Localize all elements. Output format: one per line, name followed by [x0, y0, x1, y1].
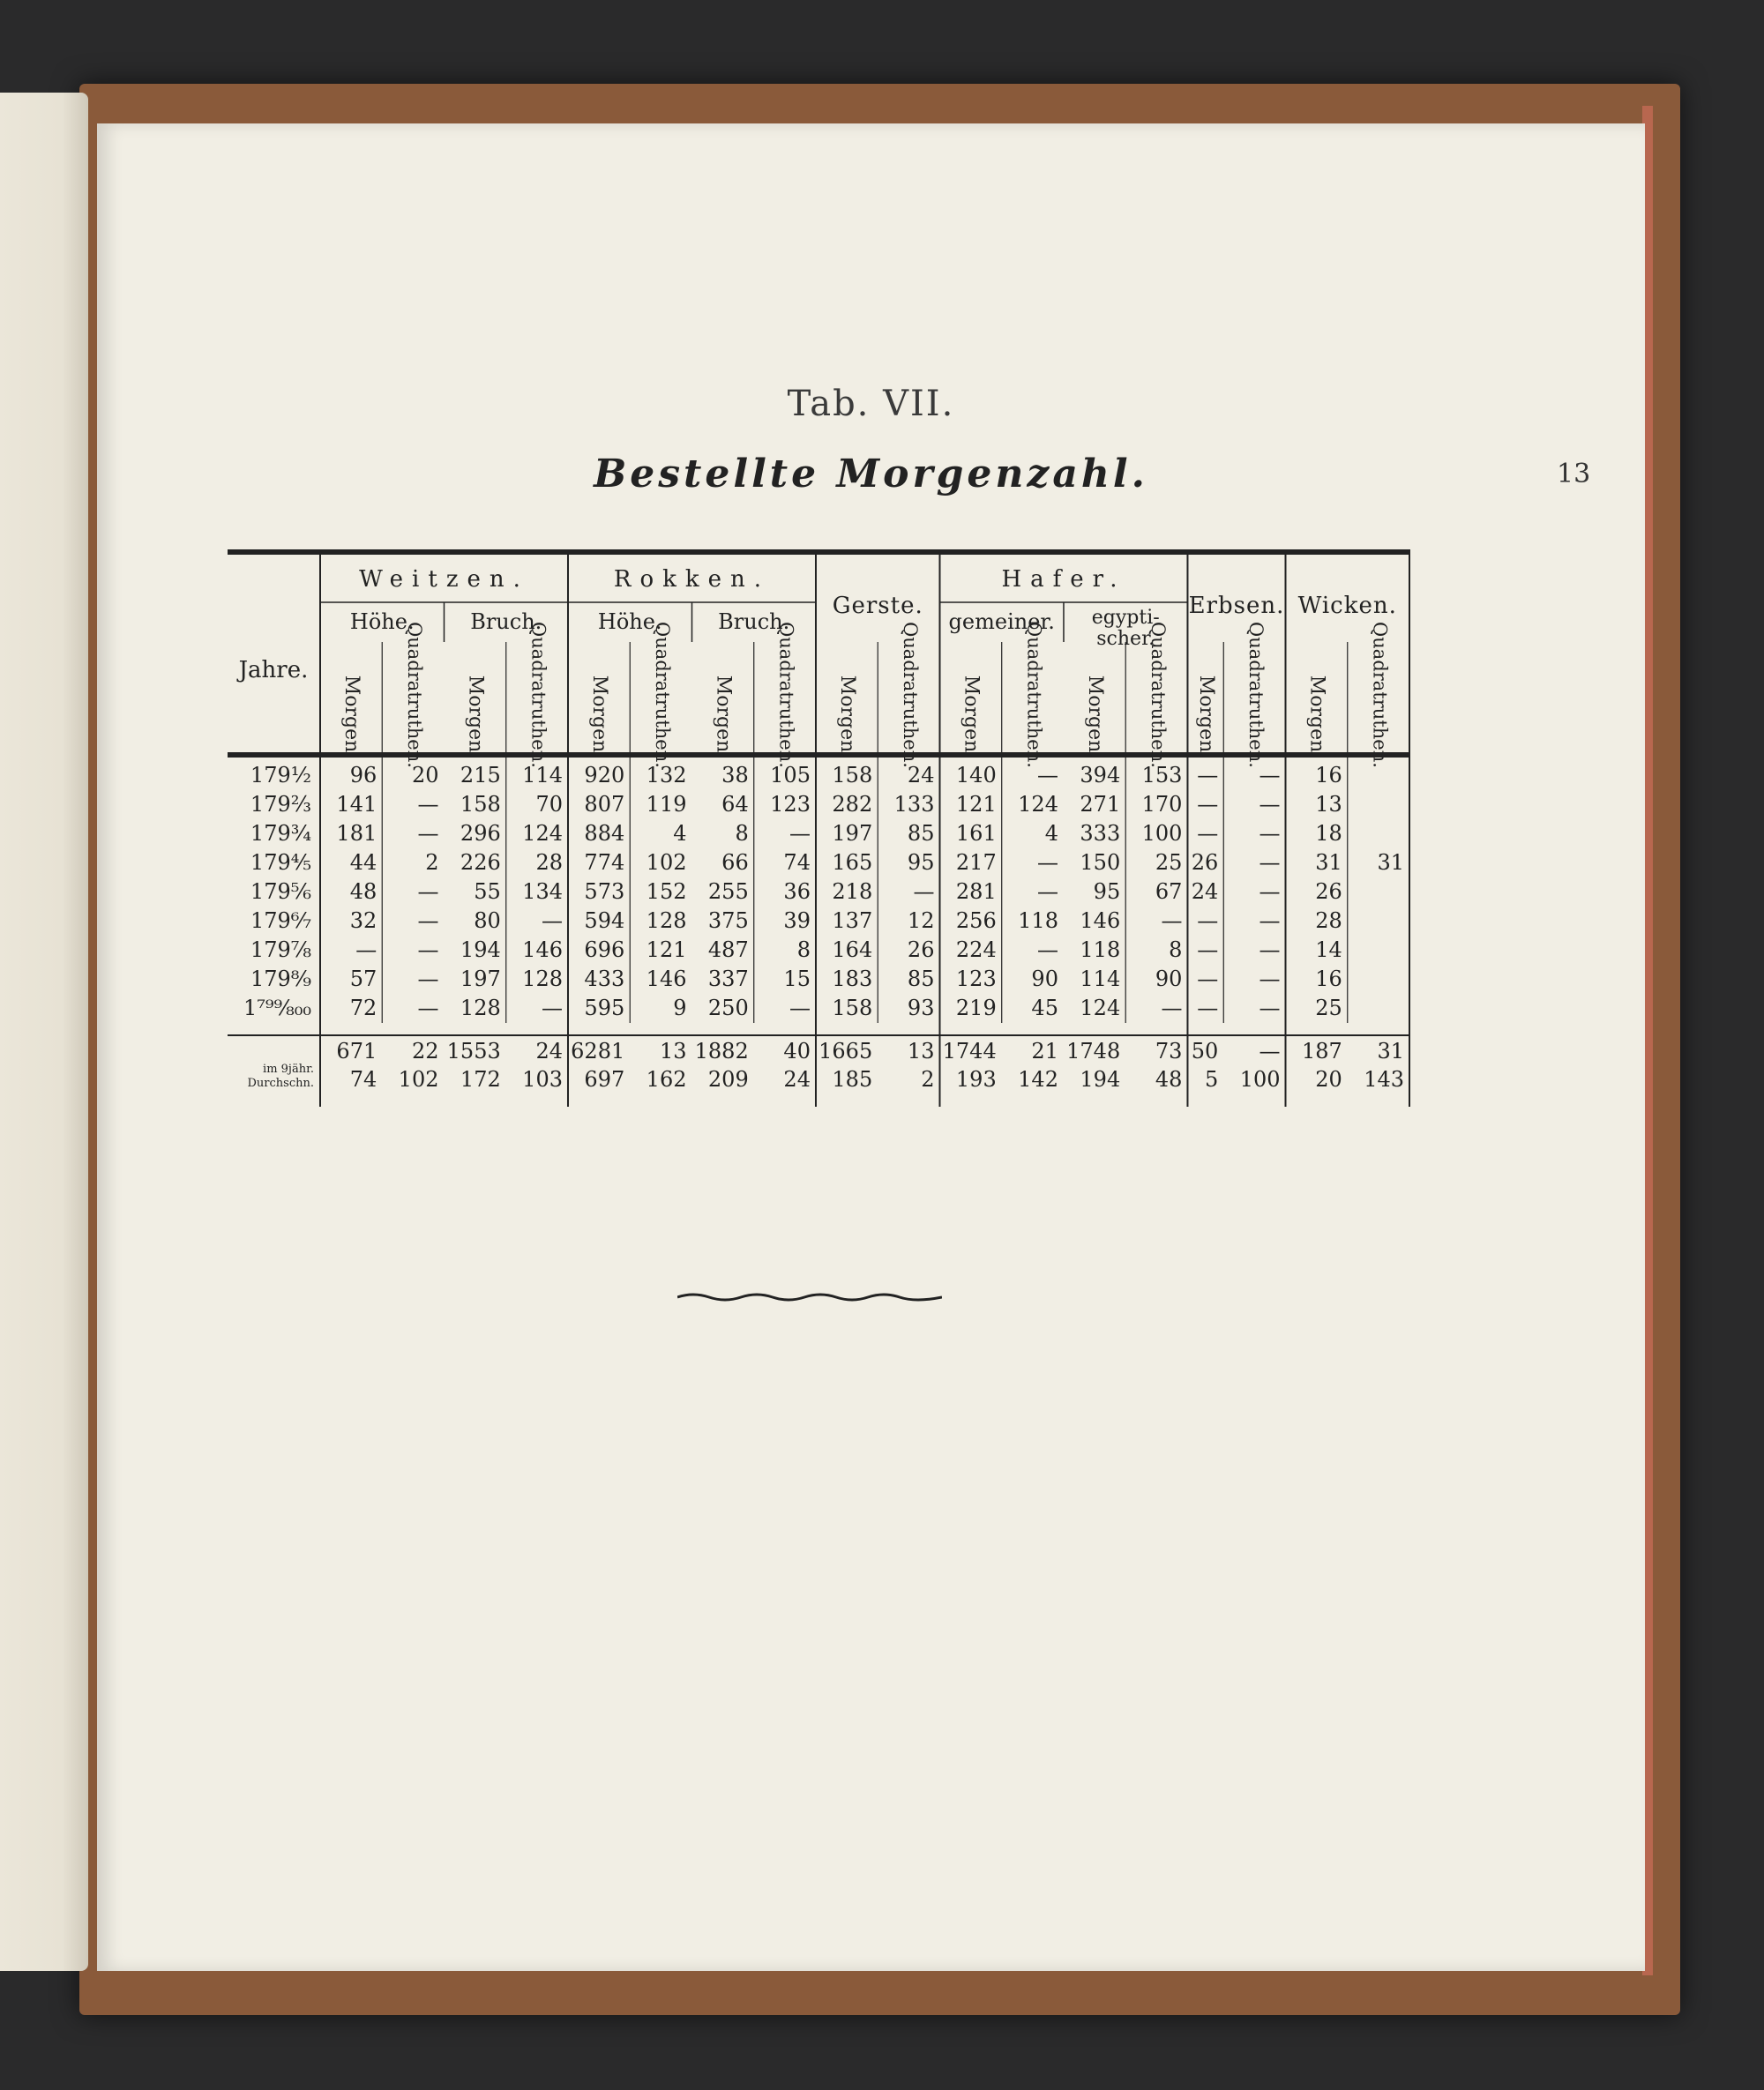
- cell-7-7: 15: [783, 967, 811, 991]
- cell-6-12: 118: [1080, 937, 1121, 962]
- cell-0-14: —: [1197, 763, 1219, 787]
- cell-7-11: 90: [1031, 967, 1058, 991]
- cell-2-16: 18: [1315, 821, 1342, 846]
- cell-3-1: 2: [425, 850, 439, 875]
- average-cell-9: 2: [921, 1067, 935, 1092]
- table-subtitle: Bestellte Morgenzahl.: [594, 452, 1148, 496]
- cell-4-0: 48: [349, 879, 377, 904]
- cell-4-12: 95: [1093, 879, 1121, 904]
- total-cell-0: 671: [336, 1039, 377, 1064]
- cell-0-10: 140: [955, 763, 997, 787]
- unit-label-14: Morgen.: [1194, 675, 1217, 759]
- cell-4-11: —: [1036, 879, 1058, 904]
- cell-3-8: 165: [832, 850, 873, 875]
- cell-5-13: —: [1161, 908, 1183, 933]
- cell-3-2: 226: [460, 850, 501, 875]
- cell-0-6: 38: [721, 763, 749, 787]
- subgroup-header-1-1: Bruch.: [718, 609, 790, 634]
- cell-0-7: 105: [770, 763, 811, 787]
- cell-1-11: 124: [1018, 792, 1058, 817]
- group-header-5: Wicken.: [1297, 593, 1397, 619]
- cell-4-13: 67: [1155, 879, 1183, 904]
- cell-0-5: 132: [646, 763, 687, 787]
- cell-4-15: —: [1259, 879, 1281, 904]
- cell-4-5: 152: [646, 879, 687, 904]
- total-cell-8: 1665: [818, 1039, 873, 1064]
- year-label-7: 179⁸⁄₉: [250, 967, 311, 991]
- cell-1-4: 807: [584, 792, 625, 817]
- cell-6-5: 121: [646, 937, 687, 962]
- cell-7-8: 183: [832, 967, 873, 991]
- cell-3-9: 95: [907, 850, 935, 875]
- average-cell-4: 697: [584, 1067, 625, 1092]
- average-cell-16: 20: [1315, 1067, 1342, 1092]
- cell-4-7: 36: [783, 879, 811, 904]
- cell-4-4: 573: [584, 879, 625, 904]
- cell-8-3: —: [541, 996, 563, 1020]
- cell-5-0: 32: [349, 908, 377, 933]
- cell-5-4: 594: [584, 908, 625, 933]
- cell-7-9: 85: [907, 967, 935, 991]
- unit-label-0: Morgen.: [340, 675, 363, 759]
- cell-0-0: 96: [349, 763, 377, 787]
- average-cell-1: 102: [398, 1067, 439, 1092]
- average-cell-13: 48: [1155, 1067, 1183, 1092]
- cell-7-12: 114: [1080, 967, 1121, 991]
- average-cell-15: 100: [1239, 1067, 1281, 1092]
- cell-3-6: 66: [721, 850, 749, 875]
- cell-6-16: 14: [1315, 937, 1342, 962]
- cell-3-0: 44: [349, 850, 377, 875]
- cell-5-5: 128: [646, 908, 687, 933]
- unit-label-6: Morgen.: [712, 675, 735, 759]
- cell-1-14: —: [1197, 792, 1219, 817]
- cell-0-13: 153: [1141, 763, 1183, 787]
- cell-3-4: 774: [584, 850, 625, 875]
- cell-4-10: 281: [955, 879, 997, 904]
- year-label-4: 179⅚: [250, 879, 311, 904]
- cell-6-4: 696: [584, 937, 625, 962]
- cell-8-4: 595: [584, 996, 625, 1020]
- total-cell-11: 21: [1031, 1039, 1058, 1064]
- cell-0-9: 24: [907, 763, 935, 787]
- subgroup-header-0-1: Bruch.: [470, 609, 542, 634]
- subgroup-header-3-0: gemeiner.: [948, 609, 1055, 634]
- cell-2-10: 161: [955, 821, 997, 846]
- subgroup-header-3-1: egypti-: [1091, 607, 1160, 629]
- cell-6-13: 8: [1169, 937, 1183, 962]
- cell-4-3: 134: [522, 879, 563, 904]
- cell-7-3: 128: [522, 967, 563, 991]
- total-cell-3: 24: [535, 1039, 563, 1064]
- total-cell-17: 31: [1377, 1039, 1404, 1064]
- total-cell-16: 187: [1301, 1039, 1342, 1064]
- cell-7-0: 57: [349, 967, 377, 991]
- average-cell-7: 24: [783, 1067, 811, 1092]
- cell-7-4: 433: [584, 967, 625, 991]
- cell-0-8: 158: [832, 763, 873, 787]
- cell-1-16: 13: [1315, 792, 1342, 817]
- cell-8-5: 9: [673, 996, 687, 1020]
- cell-5-16: 28: [1315, 908, 1342, 933]
- year-label-0: 179½: [250, 763, 311, 787]
- cell-2-6: 8: [735, 821, 749, 846]
- row-header: Jahre.: [238, 657, 309, 683]
- cell-5-15: —: [1259, 908, 1281, 933]
- cell-8-2: 128: [460, 996, 501, 1020]
- unit-label-5: Quadratruthen.: [651, 622, 673, 768]
- unit-label-17: Quadratruthen.: [1369, 622, 1391, 768]
- cell-2-15: —: [1259, 821, 1281, 846]
- cell-5-1: —: [417, 908, 439, 933]
- average-cell-17: 143: [1364, 1067, 1404, 1092]
- cell-5-2: 80: [474, 908, 501, 933]
- average-label-2: Durchschn.: [247, 1077, 314, 1090]
- cell-2-5: 4: [673, 821, 687, 846]
- cell-5-8: 137: [832, 908, 873, 933]
- unit-label-7: Quadratruthen.: [775, 622, 797, 768]
- cell-4-2: 55: [474, 879, 501, 904]
- average-cell-3: 103: [522, 1067, 563, 1092]
- total-cell-2: 1553: [446, 1039, 501, 1064]
- cell-1-9: 133: [893, 792, 935, 817]
- cell-5-6: 375: [707, 908, 749, 933]
- cell-8-14: —: [1197, 996, 1219, 1020]
- cell-4-8: 218: [832, 879, 873, 904]
- book-page: [97, 123, 1645, 1971]
- cell-4-6: 255: [707, 879, 749, 904]
- cell-6-11: —: [1036, 937, 1058, 962]
- cell-1-1: —: [417, 792, 439, 817]
- cell-1-0: 141: [336, 792, 377, 817]
- data-table: [228, 549, 1506, 1329]
- cell-2-0: 181: [336, 821, 377, 846]
- cell-6-0: —: [355, 937, 377, 962]
- total-cell-1: 22: [411, 1039, 439, 1064]
- cell-1-12: 271: [1080, 792, 1121, 817]
- cell-1-5: 119: [646, 792, 687, 817]
- average-cell-11: 142: [1018, 1067, 1058, 1092]
- cell-6-3: 146: [522, 937, 563, 962]
- cell-4-1: —: [417, 879, 439, 904]
- cell-0-11: —: [1036, 763, 1058, 787]
- cell-3-12: 150: [1080, 850, 1121, 875]
- year-label-6: 179⅞: [250, 937, 311, 962]
- total-cell-6: 1882: [694, 1039, 749, 1064]
- cell-0-1: 20: [411, 763, 439, 787]
- cell-2-3: 124: [522, 821, 563, 846]
- cell-6-7: 8: [796, 937, 811, 962]
- cell-2-13: 100: [1141, 821, 1183, 846]
- unit-label-1: Quadratruthen.: [403, 622, 425, 768]
- cell-6-9: 26: [907, 937, 935, 962]
- cell-2-8: 197: [832, 821, 873, 846]
- cell-3-15: —: [1259, 850, 1281, 875]
- cell-8-7: —: [789, 996, 811, 1020]
- total-cell-5: 13: [659, 1039, 687, 1064]
- unit-label-9: Quadratruthen.: [899, 622, 921, 768]
- table-svg: [228, 549, 1506, 1325]
- cell-5-11: 118: [1018, 908, 1058, 933]
- average-label-1: im 9jähr.: [263, 1063, 314, 1076]
- cell-2-9: 85: [907, 821, 935, 846]
- cell-8-15: —: [1259, 996, 1281, 1020]
- cell-6-15: —: [1259, 937, 1281, 962]
- group-header-2: Gerste.: [832, 593, 923, 619]
- group-header-4: Erbsen.: [1188, 593, 1285, 619]
- cell-5-9: 12: [907, 908, 935, 933]
- cell-5-3: —: [541, 908, 563, 933]
- average-cell-5: 162: [646, 1067, 687, 1092]
- average-cell-2: 172: [460, 1067, 501, 1092]
- cell-2-14: —: [1197, 821, 1219, 846]
- cell-0-2: 215: [460, 763, 501, 787]
- cell-8-16: 25: [1315, 996, 1342, 1020]
- cell-8-11: 45: [1031, 996, 1058, 1020]
- total-cell-14: 50: [1191, 1039, 1219, 1064]
- cell-7-2: 197: [460, 967, 501, 991]
- year-label-5: 179⁶⁄₇: [250, 908, 311, 933]
- cell-5-12: 146: [1080, 908, 1121, 933]
- year-label-2: 179¾: [250, 821, 311, 846]
- subgroup-header-0-0: Höhe.: [349, 609, 415, 634]
- total-cell-7: 40: [783, 1039, 811, 1064]
- cell-2-2: 296: [460, 821, 501, 846]
- cell-7-6: 337: [707, 967, 749, 991]
- cell-8-12: 124: [1080, 996, 1121, 1020]
- unit-label-8: Morgen.: [836, 675, 859, 759]
- average-cell-0: 74: [349, 1067, 377, 1092]
- total-cell-4: 6281: [571, 1039, 625, 1064]
- cell-1-7: 123: [770, 792, 811, 817]
- cell-8-10: 219: [955, 996, 997, 1020]
- cell-0-15: —: [1259, 763, 1281, 787]
- cell-3-14: 26: [1191, 850, 1219, 875]
- ornament-rule: [677, 1290, 942, 1304]
- cell-3-11: —: [1036, 850, 1058, 875]
- cell-2-7: —: [789, 821, 811, 846]
- group-header-0: Weitzen.: [359, 566, 529, 593]
- unit-label-15: Quadratruthen.: [1245, 622, 1267, 768]
- cell-7-15: —: [1259, 967, 1281, 991]
- table-title: Tab. VII.: [787, 384, 955, 424]
- unit-label-12: Morgen.: [1084, 675, 1107, 759]
- unit-label-11: Quadratruthen.: [1023, 622, 1045, 768]
- unit-label-2: Morgen.: [464, 675, 487, 759]
- total-cell-12: 1748: [1066, 1039, 1121, 1064]
- cell-8-9: 93: [907, 996, 935, 1020]
- cell-3-17: 31: [1377, 850, 1404, 875]
- cell-1-10: 121: [955, 792, 997, 817]
- cell-0-3: 114: [522, 763, 563, 787]
- cell-6-10: 224: [955, 937, 997, 962]
- total-cell-13: 73: [1155, 1039, 1183, 1064]
- cell-1-2: 158: [460, 792, 501, 817]
- unit-label-13: Quadratruthen.: [1147, 622, 1169, 768]
- cell-1-3: 70: [535, 792, 563, 817]
- subgroup-header-3-1-b: scher.: [1096, 628, 1155, 650]
- cell-3-10: 217: [955, 850, 997, 875]
- cell-4-14: 24: [1191, 879, 1219, 904]
- cell-6-2: 194: [460, 937, 501, 962]
- cell-3-3: 28: [535, 850, 563, 875]
- year-label-1: 179⅔: [250, 792, 311, 817]
- cell-1-6: 64: [721, 792, 749, 817]
- average-cell-8: 185: [832, 1067, 873, 1092]
- unit-label-10: Morgen.: [960, 675, 983, 759]
- cell-5-10: 256: [955, 908, 997, 933]
- cell-6-1: —: [417, 937, 439, 962]
- year-label-3: 179⅘: [250, 850, 311, 875]
- total-cell-15: —: [1259, 1039, 1281, 1064]
- cell-7-16: 16: [1315, 967, 1342, 991]
- cell-8-6: 250: [707, 996, 749, 1020]
- cell-6-6: 487: [707, 937, 749, 962]
- cell-5-7: 39: [783, 908, 811, 933]
- cell-0-12: 394: [1080, 763, 1121, 787]
- cell-7-1: —: [417, 967, 439, 991]
- cell-8-1: —: [417, 996, 439, 1020]
- year-label-8: 1⁷⁹⁹⁄₈₀₀: [243, 996, 311, 1020]
- cell-4-16: 26: [1315, 879, 1342, 904]
- average-cell-10: 193: [955, 1067, 997, 1092]
- cell-7-5: 146: [646, 967, 687, 991]
- cell-7-10: 123: [955, 967, 997, 991]
- cell-6-8: 164: [832, 937, 873, 962]
- cell-8-0: 72: [349, 996, 377, 1020]
- cell-7-14: —: [1197, 967, 1219, 991]
- left-page-edge: [0, 93, 88, 1971]
- page-number: 13: [1557, 459, 1591, 489]
- cell-1-8: 282: [832, 792, 873, 817]
- unit-label-3: Quadratruthen.: [527, 622, 549, 768]
- cell-2-4: 884: [584, 821, 625, 846]
- cell-7-13: 90: [1155, 967, 1183, 991]
- cell-3-13: 25: [1155, 850, 1183, 875]
- subgroup-header-1-0: Höhe.: [597, 609, 662, 634]
- average-cell-6: 209: [707, 1067, 749, 1092]
- cell-6-14: —: [1197, 937, 1219, 962]
- cell-8-13: —: [1161, 996, 1183, 1020]
- average-cell-12: 194: [1080, 1067, 1121, 1092]
- cell-0-4: 920: [584, 763, 625, 787]
- cell-3-7: 74: [783, 850, 811, 875]
- average-cell-14: 5: [1204, 1067, 1219, 1092]
- total-cell-9: 13: [907, 1039, 935, 1064]
- cell-0-16: 16: [1315, 763, 1342, 787]
- cell-2-1: —: [417, 821, 439, 846]
- unit-label-4: Morgen.: [588, 675, 611, 759]
- cell-8-8: 158: [832, 996, 873, 1020]
- cell-2-11: 4: [1044, 821, 1058, 846]
- group-header-3: Hafer.: [1001, 566, 1126, 593]
- cell-5-14: —: [1197, 908, 1219, 933]
- cell-1-15: —: [1259, 792, 1281, 817]
- cell-3-16: 31: [1315, 850, 1342, 875]
- cell-3-5: 102: [646, 850, 687, 875]
- group-header-1: Rokken.: [613, 566, 771, 593]
- cell-2-12: 333: [1080, 821, 1121, 846]
- total-cell-10: 1744: [942, 1039, 997, 1064]
- unit-label-16: Morgen.: [1305, 675, 1328, 759]
- cell-1-13: 170: [1141, 792, 1183, 817]
- cell-4-9: —: [913, 879, 935, 904]
